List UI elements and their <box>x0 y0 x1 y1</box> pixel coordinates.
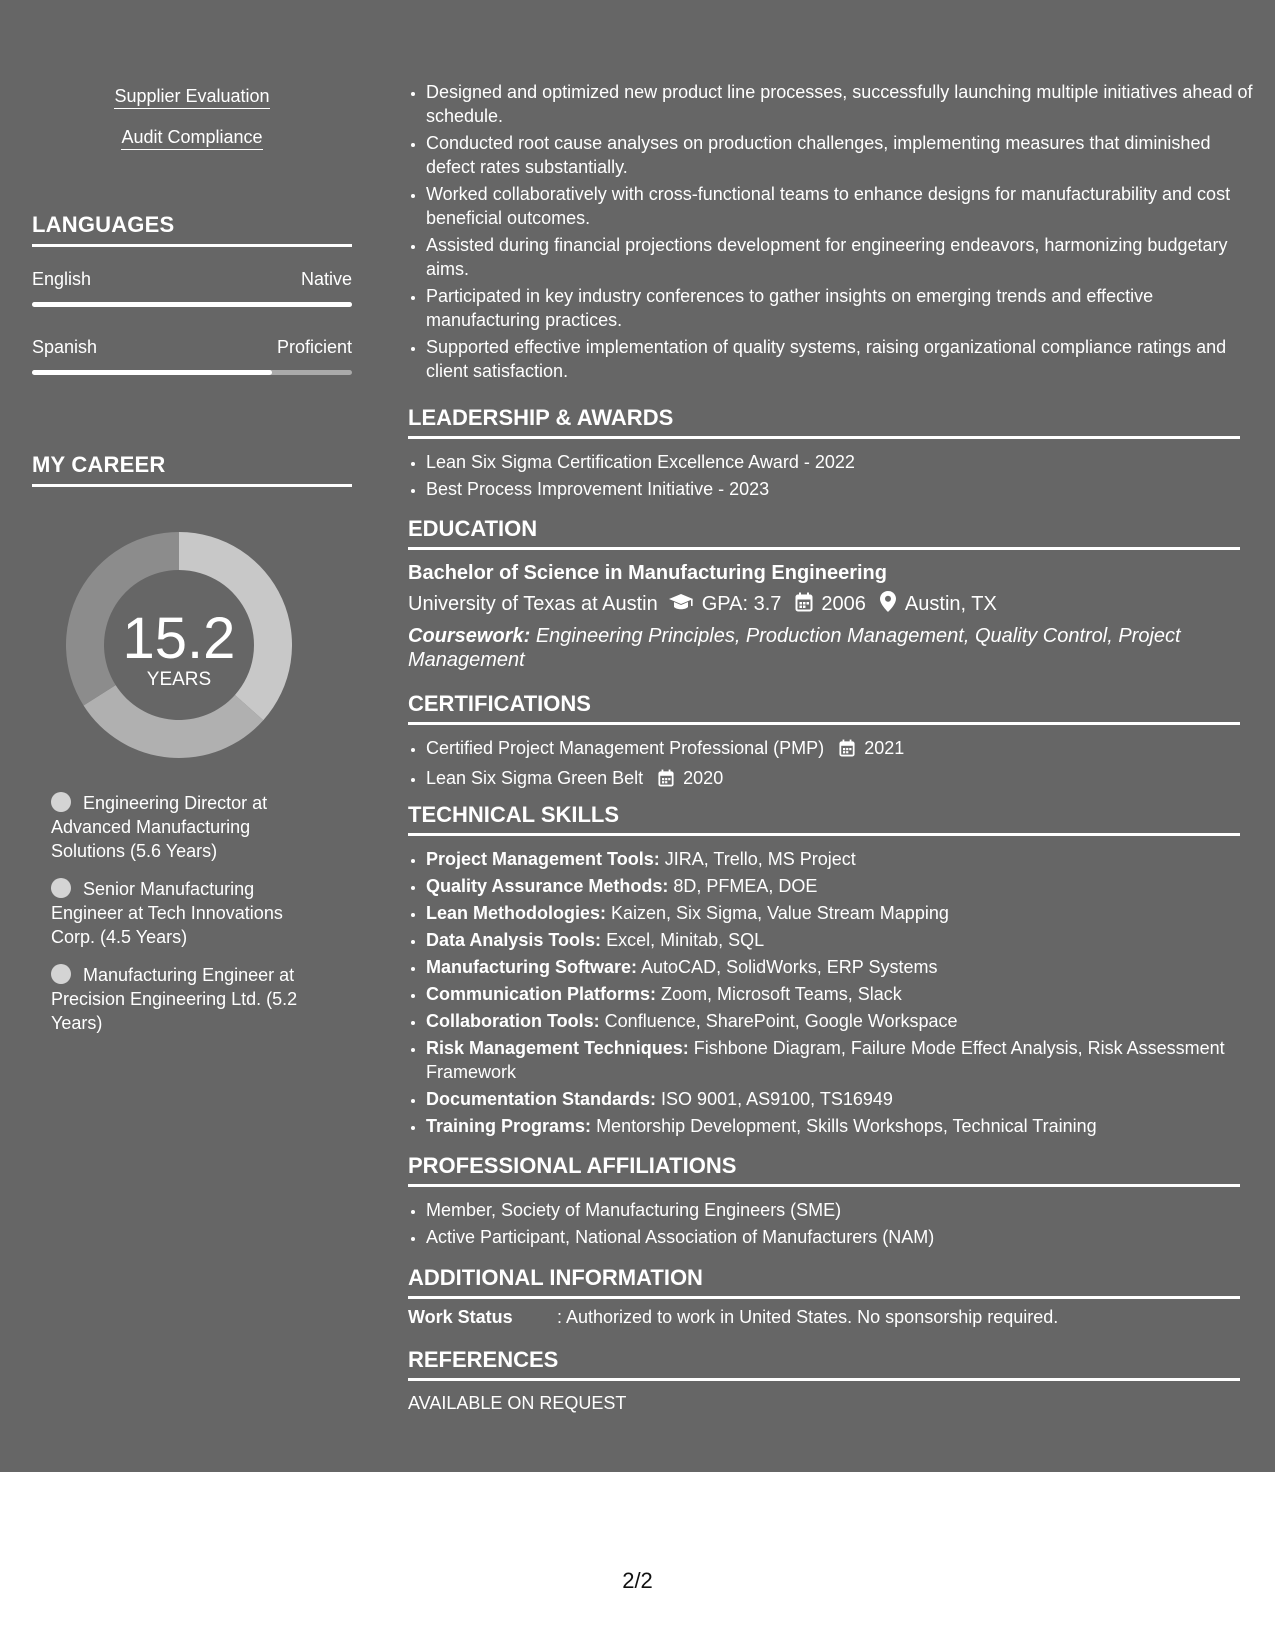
certification-year: 2020 <box>683 768 724 788</box>
skill-label: Data Analysis Tools: <box>426 930 602 950</box>
career-item-text: Senior Manufacturing Engineer at Tech Innovations Corp. (4.5 Years) <box>51 879 283 947</box>
award-item: • Lean Six Sigma Certification Excellence Award - 2022 <box>426 450 1240 474</box>
career-dot <box>51 964 71 984</box>
calendar-icon <box>795 592 813 618</box>
skill-label: Communication Platforms: <box>426 984 657 1004</box>
skill-label: Risk Management Techniques: <box>426 1038 689 1058</box>
coursework <box>408 624 1240 672</box>
coursework-list: Engineering Principles, Production Management, Quality Control, Project Management <box>408 625 1181 671</box>
work-status-row <box>408 1307 1240 1328</box>
technical-skill-item <box>426 955 1240 979</box>
experience-bullet: • Participated in key industry conferences to gather insights on emerging trends and effective manufacturing practices. <box>426 284 1258 332</box>
coursework-label: Coursework: <box>408 625 531 647</box>
skill-label: Collaboration Tools: <box>426 1011 600 1031</box>
experience-bullet: • Worked collaboratively with cross-functional teams to enhance designs for manufacturability and cost beneficial outcomes. <box>426 182 1258 230</box>
technical-skill-item <box>426 1114 1240 1138</box>
certification-item <box>426 736 1240 763</box>
language-level: Proficient <box>276 337 352 357</box>
skills-list <box>32 86 352 150</box>
awards-section <box>408 405 1240 504</box>
additional-info-section <box>408 1265 1240 1328</box>
skill-value: JIRA, Trello, MS Project <box>664 849 856 869</box>
experience-bullet: • Conducted root cause analyses on production challenges, implementing measures that diminished defect rates substantially. <box>426 131 1258 179</box>
school-name: University of Texas at Austin <box>408 593 658 615</box>
skill-value: Fishbone Diagram, Failure Mode Effect Analysis, Risk Assessment Framework <box>426 1038 1225 1082</box>
career-section <box>32 452 352 487</box>
additional-info-heading: ADDITIONAL INFORMATION <box>408 1265 1240 1299</box>
skill-label: Manufacturing Software: <box>426 957 638 977</box>
technical-skill-item <box>426 847 1240 871</box>
certifications-section <box>408 691 1240 796</box>
career-total: 15.2 <box>122 606 236 671</box>
graduation-cap-icon <box>668 592 694 618</box>
work-status-label: Work Status <box>408 1307 513 1327</box>
graduation-year: 2006 <box>821 593 866 615</box>
skill-value: Mentorship Development, Skills Workshops, Technical Training <box>596 1116 1097 1136</box>
skill-label: Project Management Tools: <box>426 849 660 869</box>
experience-bullet: • Supported effective implementation of quality systems, raising organizational compliance ratings and client satisfaction. <box>426 335 1258 383</box>
degree-title: Bachelor of Science in Manufacturing Engineering <box>408 562 887 584</box>
career-donut-chart <box>66 532 292 758</box>
award-item: • Best Process Improvement Initiative - 2023 <box>426 477 1240 501</box>
technical-skills-section <box>408 802 1240 1141</box>
technical-skill-item <box>426 1036 1240 1084</box>
technical-skill-item <box>426 874 1240 898</box>
language-item <box>32 337 352 375</box>
education-details <box>408 591 1240 618</box>
language-level-fill <box>32 370 272 375</box>
skill-value: 8D, PFMEA, DOE <box>673 876 818 896</box>
experience-bullet: • Assisted during financial projections development for engineering endeavors, harmonizing budgetary aims. <box>426 233 1258 281</box>
languages-heading: LANGUAGES <box>32 212 352 247</box>
education-location: Austin, TX <box>904 593 997 615</box>
skill-item: Supplier Evaluation <box>114 86 269 109</box>
skill-value: ISO 9001, AS9100, TS16949 <box>661 1089 893 1109</box>
skill-value: Zoom, Microsoft Teams, Slack <box>661 984 902 1004</box>
career-item <box>51 963 321 1035</box>
skill-item: Audit Compliance <box>121 127 262 150</box>
certification-year: 2021 <box>864 738 905 758</box>
education-section <box>408 516 1240 672</box>
affiliations-section <box>408 1153 1240 1252</box>
gpa: GPA: 3.7 <box>701 593 782 615</box>
skill-label: Lean Methodologies: <box>426 903 606 923</box>
skill-label: Documentation Standards: <box>426 1089 657 1109</box>
technical-skill-item <box>426 928 1240 952</box>
certification-item <box>426 766 1240 793</box>
calendar-icon <box>658 769 674 793</box>
technical-skill-item <box>426 982 1240 1006</box>
languages-section <box>32 212 352 375</box>
calendar-icon <box>839 739 855 763</box>
language-level-bar <box>32 302 352 307</box>
career-item <box>51 791 321 863</box>
career-item-text: Manufacturing Engineer at Precision Engineering Ltd. (5.2 Years) <box>51 965 298 1033</box>
career-unit: YEARS <box>146 669 212 690</box>
language-name: English <box>32 269 92 289</box>
experience-bullet: • Designed and optimized new product line processes, successfully launching multiple initiatives ahead of schedule. <box>426 80 1258 128</box>
work-status-value: : Authorized to work in United States. No sponsorship required. <box>557 1307 1059 1327</box>
career-item <box>51 877 321 949</box>
affiliations-heading: PROFESSIONAL AFFILIATIONS <box>408 1153 1240 1187</box>
language-item <box>32 269 352 307</box>
experience-bullets <box>408 80 1258 386</box>
awards-heading: LEADERSHIP & AWARDS <box>408 405 1240 439</box>
skill-label: Training Programs: <box>426 1116 592 1136</box>
language-name: Spanish <box>32 337 98 357</box>
technical-skill-item <box>426 1087 1240 1111</box>
career-dot <box>51 878 71 898</box>
certification-name: Lean Six Sigma Green Belt <box>426 768 644 788</box>
career-heading: MY CAREER <box>32 452 352 487</box>
skill-value: Kaizen, Six Sigma, Value Stream Mapping <box>611 903 949 923</box>
technical-skills-heading: TECHNICAL SKILLS <box>408 802 1240 836</box>
certifications-heading: CERTIFICATIONS <box>408 691 1240 725</box>
career-dot <box>51 792 71 812</box>
skill-value: Confluence, SharePoint, Google Workspace <box>604 1011 958 1031</box>
location-pin-icon <box>880 591 896 618</box>
affiliation-item: • Active Participant, National Association of Manufacturers (NAM) <box>426 1225 1240 1249</box>
language-level: Native <box>300 269 352 289</box>
career-list <box>32 791 352 1035</box>
career-item-text: Engineering Director at Advanced Manufacturing Solutions (5.6 Years) <box>51 793 268 861</box>
language-level-fill <box>32 302 352 307</box>
education-heading: EDUCATION <box>408 516 1240 550</box>
skill-label: Quality Assurance Methods: <box>426 876 669 896</box>
technical-skill-item <box>426 901 1240 925</box>
references-section <box>408 1347 1240 1414</box>
technical-skill-item <box>426 1009 1240 1033</box>
affiliation-item: • Member, Society of Manufacturing Engineers (SME) <box>426 1198 1240 1222</box>
certification-name: Certified Project Management Professional (PMP) <box>426 738 825 758</box>
skill-value: AutoCAD, SolidWorks, ERP Systems <box>641 957 938 977</box>
references-text: AVAILABLE ON REQUEST <box>408 1393 627 1413</box>
skill-value: Excel, Minitab, SQL <box>606 930 765 950</box>
language-level-bar <box>32 370 352 375</box>
references-heading: REFERENCES <box>408 1347 1240 1381</box>
page-number: 2/2 <box>622 1568 653 1593</box>
